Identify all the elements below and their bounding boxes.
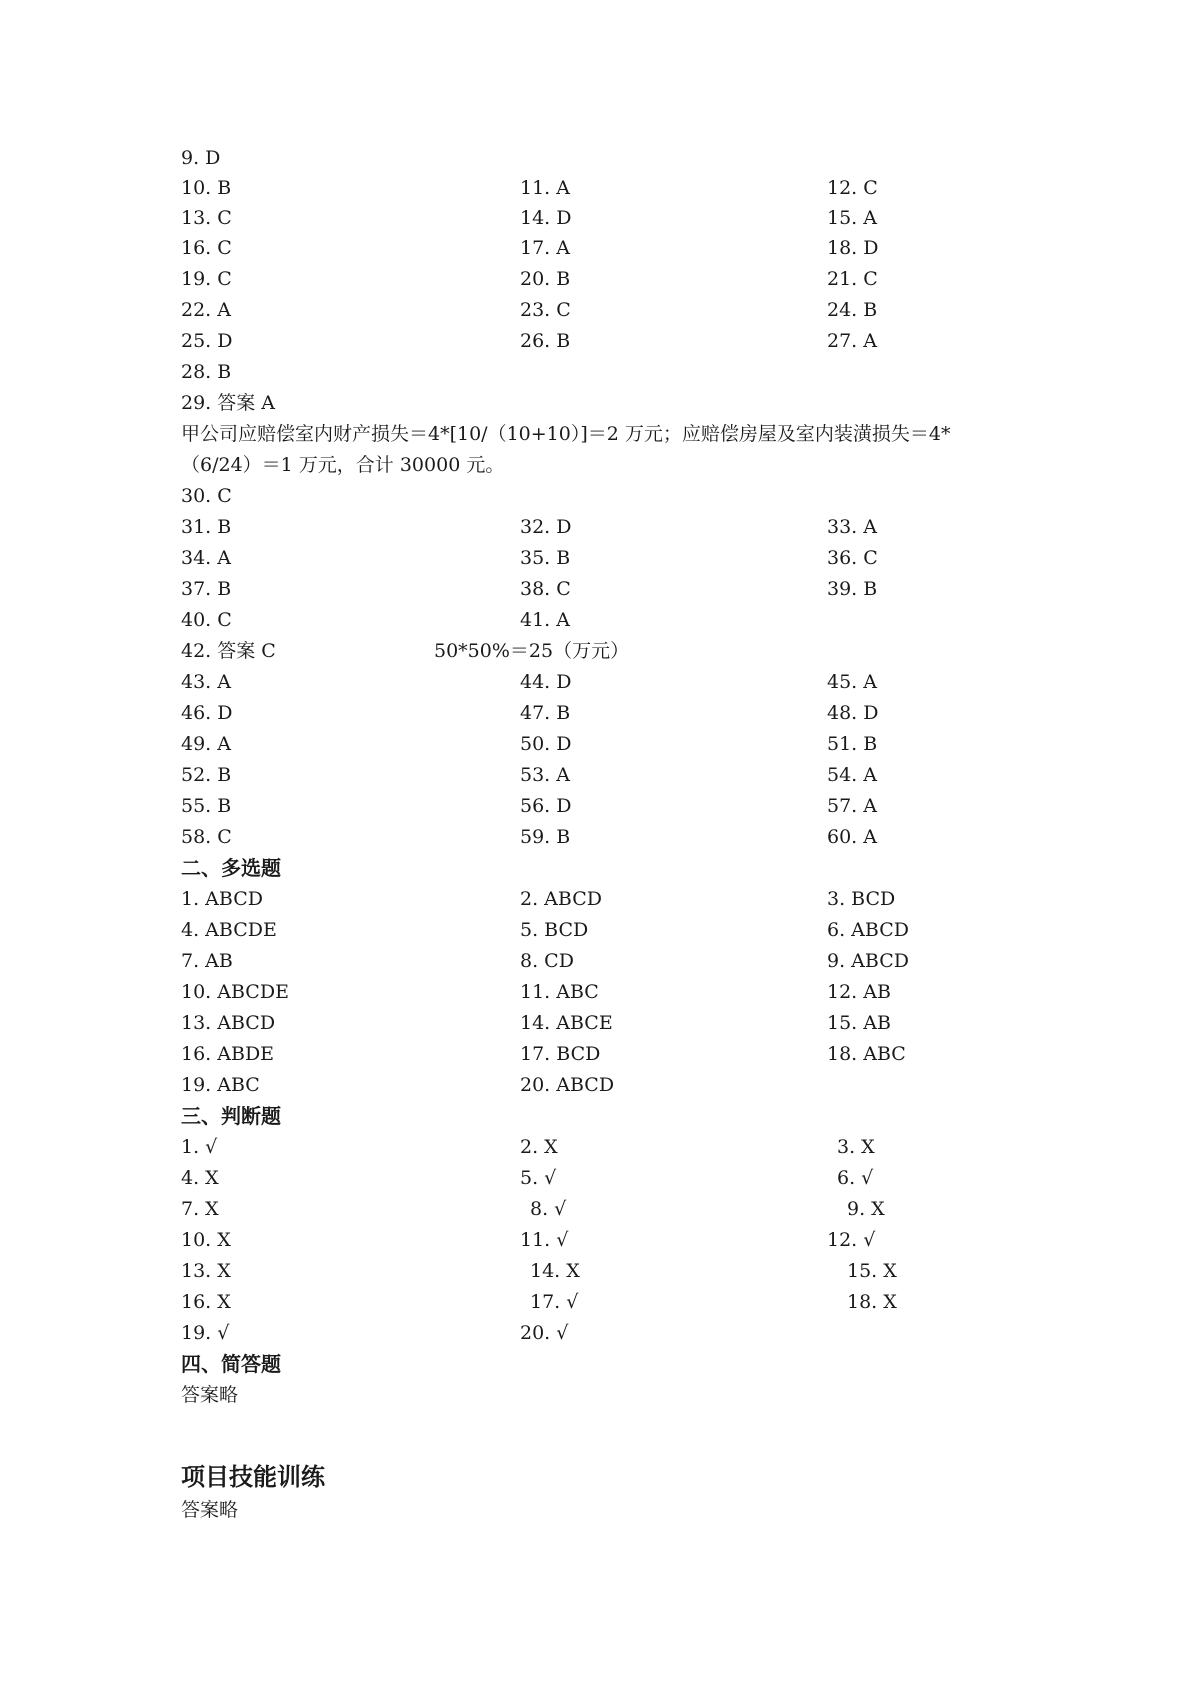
answer-row bbox=[181, 760, 1041, 791]
answer-item: 12. √ bbox=[827, 1229, 876, 1251]
explanation-line bbox=[181, 419, 1041, 450]
answer-row bbox=[181, 977, 1041, 1008]
answer-row bbox=[181, 1163, 1041, 1194]
answer-item: 12. AB bbox=[827, 981, 891, 1003]
answer-item: 3. BCD bbox=[827, 888, 896, 910]
answer-row bbox=[181, 1008, 1041, 1039]
answer-item: 24. B bbox=[827, 299, 878, 321]
answer-item: 60. A bbox=[827, 826, 877, 848]
answer-item: 41. A bbox=[520, 609, 570, 631]
answer-row bbox=[181, 791, 1041, 822]
answer-row bbox=[181, 233, 1041, 264]
answer-item: 10. ABCDE bbox=[181, 981, 289, 1003]
answer-row bbox=[181, 203, 1041, 234]
answer-item: 44. D bbox=[520, 671, 572, 693]
answer-item: 19. √ bbox=[181, 1322, 230, 1344]
answer-item: 13. C bbox=[181, 207, 232, 229]
answer-item: 5. √ bbox=[520, 1167, 557, 1189]
answer-row bbox=[181, 698, 1041, 729]
answer-item: 15. A bbox=[827, 207, 877, 229]
answer-item: 33. A bbox=[827, 516, 877, 538]
answer-row bbox=[181, 481, 1041, 512]
answer-item: 49. A bbox=[181, 733, 231, 755]
answer-item: 45. A bbox=[827, 671, 877, 693]
answer-item: 17. BCD bbox=[520, 1043, 601, 1065]
answer-item: 11. √ bbox=[520, 1229, 569, 1251]
answer-item: 20. B bbox=[520, 268, 571, 290]
answer-item: 17. A bbox=[520, 237, 570, 259]
answer-item: 51. B bbox=[827, 733, 878, 755]
answer-item: 23. C bbox=[520, 299, 571, 321]
answer-item: 10. X bbox=[181, 1229, 231, 1251]
answer-item: 29. 答案 A bbox=[181, 392, 276, 414]
explanation-text: （6/24）＝1 万元，合计 30000 元。 bbox=[181, 454, 505, 476]
explanation-text: 甲公司应赔偿室内财产损失＝4*[10/（10+10）]＝2 万元；应赔偿房屋及室内装潢损失＝4* bbox=[181, 423, 951, 445]
answer-item: 56. D bbox=[520, 795, 572, 817]
answer-row bbox=[181, 729, 1041, 760]
answer-item: 19. ABC bbox=[181, 1074, 260, 1096]
answer-item: 12. C bbox=[827, 177, 878, 199]
answer-item: 8. √ bbox=[530, 1198, 567, 1220]
answer-item: 39. B bbox=[827, 578, 878, 600]
answer-row bbox=[181, 605, 1041, 636]
answer-item: 2. ABCD bbox=[520, 888, 602, 910]
answer-row bbox=[181, 1039, 1041, 1070]
answer-row bbox=[181, 512, 1041, 543]
answer-item: 11. ABC bbox=[520, 981, 599, 1003]
answer-item: 26. B bbox=[520, 330, 571, 352]
answer-item: 54. A bbox=[827, 764, 877, 786]
answer-item: 27. A bbox=[827, 330, 877, 352]
answer-row bbox=[181, 1225, 1041, 1256]
skills-title: 项目技能训练 bbox=[181, 1463, 325, 1491]
answer-item: 13. ABCD bbox=[181, 1012, 276, 1034]
answer-item: 4. ABCDE bbox=[181, 919, 277, 941]
answer-row bbox=[181, 1194, 1041, 1225]
answer-row bbox=[181, 946, 1041, 977]
answer-row bbox=[181, 295, 1041, 326]
answer-item: 46. D bbox=[181, 702, 233, 724]
section-heading: 二、多选题 bbox=[181, 856, 281, 880]
short-answer-text: 答案略 bbox=[181, 1384, 239, 1406]
answer-item: 40. C bbox=[181, 609, 232, 631]
answer-item: 16. X bbox=[181, 1291, 231, 1313]
answer-item: 5. BCD bbox=[520, 919, 589, 941]
section-heading: 四、简答题 bbox=[181, 1352, 281, 1376]
answer-row bbox=[181, 388, 1041, 419]
answer-item: 9. X bbox=[847, 1198, 885, 1220]
answer-item: 1. ABCD bbox=[181, 888, 263, 910]
answer-item: 9. ABCD bbox=[827, 950, 909, 972]
answer-row bbox=[181, 667, 1041, 698]
answer-row bbox=[181, 1070, 1041, 1101]
answer-item: 42. 答案 C bbox=[181, 640, 276, 662]
answer-item: 57. A bbox=[827, 795, 877, 817]
answer-row bbox=[181, 1132, 1041, 1163]
answer-item: 7. X bbox=[181, 1198, 219, 1220]
answer-item: 32. D bbox=[520, 516, 572, 538]
answer-row bbox=[181, 1256, 1041, 1287]
answer-row bbox=[181, 543, 1041, 574]
answer-item: 59. B bbox=[520, 826, 571, 848]
answer-item: 43. A bbox=[181, 671, 231, 693]
answer-item: 38. C bbox=[520, 578, 571, 600]
answer-item: 36. C bbox=[827, 547, 878, 569]
answer-row bbox=[181, 1318, 1041, 1349]
answer-item: 58. C bbox=[181, 826, 232, 848]
answer-item: 13. X bbox=[181, 1260, 231, 1282]
answer-row bbox=[181, 636, 1041, 667]
answer-item: 35. B bbox=[520, 547, 571, 569]
answer-item: 48. D bbox=[827, 702, 879, 724]
answer-item: 53. A bbox=[520, 764, 570, 786]
answer-item: 14. X bbox=[530, 1260, 580, 1282]
answer-row bbox=[181, 822, 1041, 853]
explanation-line bbox=[181, 450, 1041, 481]
answer-item: 21. C bbox=[827, 268, 878, 290]
answer-item: 22. A bbox=[181, 299, 231, 321]
answer-item: 31. B bbox=[181, 516, 232, 538]
answer-row bbox=[181, 1287, 1041, 1318]
answer-item: 52. B bbox=[181, 764, 232, 786]
answer-item: 4. X bbox=[181, 1167, 219, 1189]
answer-row bbox=[181, 326, 1041, 357]
answer-item: 17. √ bbox=[530, 1291, 579, 1313]
answer-item: 8. CD bbox=[520, 950, 574, 972]
answer-item: 14. D bbox=[520, 207, 572, 229]
answer-item: 16. ABDE bbox=[181, 1043, 275, 1065]
answer-item: 9. D bbox=[181, 147, 221, 169]
answer-row bbox=[181, 173, 1041, 204]
answer-item: 16. C bbox=[181, 237, 232, 259]
answer-item: 50. D bbox=[520, 733, 572, 755]
answer-row bbox=[181, 357, 1041, 388]
answer-item: 6. √ bbox=[837, 1167, 874, 1189]
skills-answer-text: 答案略 bbox=[181, 1499, 239, 1521]
answer-item: 14. ABCE bbox=[520, 1012, 613, 1034]
answer-row bbox=[181, 915, 1041, 946]
answer-item: 11. A bbox=[520, 177, 570, 199]
answer-item: 28. B bbox=[181, 361, 232, 383]
answer-row bbox=[181, 884, 1041, 915]
answer-item: 15. AB bbox=[827, 1012, 891, 1034]
answer-item: 3. X bbox=[837, 1136, 875, 1158]
answer-item: 34. A bbox=[181, 547, 231, 569]
answer-item: 20. √ bbox=[520, 1322, 569, 1344]
answer-item: 47. B bbox=[520, 702, 571, 724]
answer-item: 6. ABCD bbox=[827, 919, 909, 941]
answer-row bbox=[181, 574, 1041, 605]
section-heading: 三、判断题 bbox=[181, 1104, 281, 1128]
answer-item: 19. C bbox=[181, 268, 232, 290]
answer-item: 30. C bbox=[181, 485, 232, 507]
answer-item: 2. X bbox=[520, 1136, 558, 1158]
answer-row bbox=[181, 143, 1041, 174]
answer-item: 18. ABC bbox=[827, 1043, 906, 1065]
answer-item: 20. ABCD bbox=[520, 1074, 615, 1096]
answer-item: 55. B bbox=[181, 795, 232, 817]
answer-item: 15. X bbox=[847, 1260, 897, 1282]
calculation-note: 50*50%＝25（万元） bbox=[434, 640, 630, 662]
answer-item: 37. B bbox=[181, 578, 232, 600]
answer-item: 25. D bbox=[181, 330, 233, 352]
answer-item: 10. B bbox=[181, 177, 232, 199]
answer-item: 18. D bbox=[827, 237, 879, 259]
answer-row bbox=[181, 264, 1041, 295]
answer-item: 18. X bbox=[847, 1291, 897, 1313]
answer-item: 7. AB bbox=[181, 950, 233, 972]
answer-item: 1. √ bbox=[181, 1136, 218, 1158]
